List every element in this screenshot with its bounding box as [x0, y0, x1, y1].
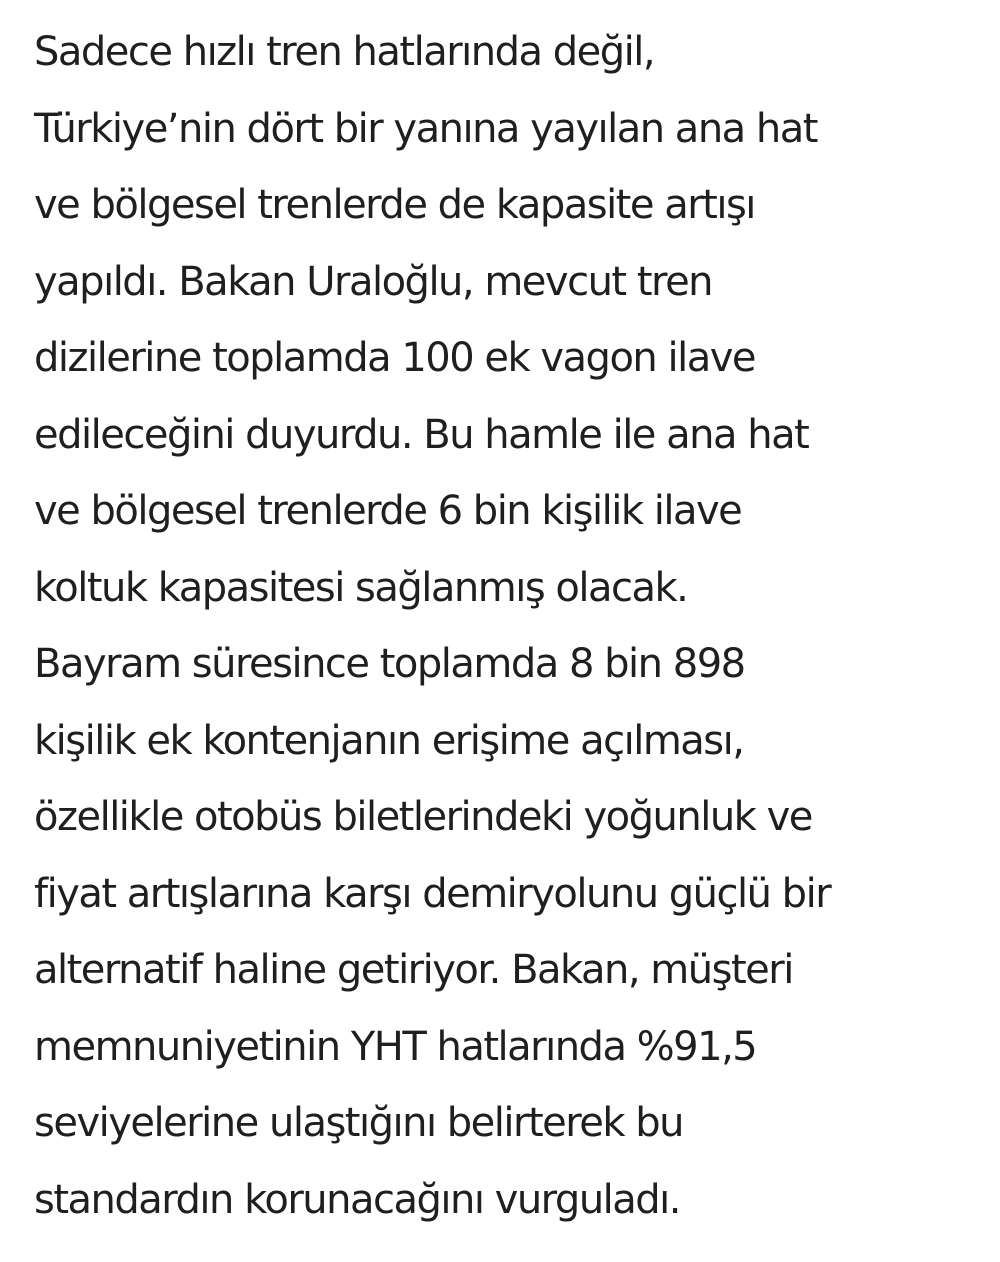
paragraph-line-10: kişilik ek kontenjanın erişime açılması,: [34, 717, 744, 764]
paragraph-line-7: ve bölgesel trenlerde 6 bin kişilik ilave: [34, 488, 742, 534]
paragraph-line-13: alternatif haline getiriyor. Bakan, müşteri: [34, 947, 793, 993]
paragraph-line-5: dizilerine toplamda 100 ek vagon ilave: [34, 335, 756, 381]
paragraph-line-8: koltuk kapasitesi sağlanmış olacak.: [34, 564, 688, 611]
paragraph-line-14: memnuniyetinin YHT hatlarında %91,5: [34, 1023, 757, 1070]
article-paragraph: [34, 14, 994, 1238]
paragraph-line-2: Türkiye’nin dört bir yanına yayılan ana hat: [34, 105, 817, 152]
paragraph-line-6: edileceğini duyurdu. Bu hamle ile ana hat: [34, 411, 809, 458]
paragraph-line-3: ve bölgesel trenlerde de kapasite artışı: [34, 182, 755, 228]
paragraph-line-9: Bayram süresince toplamda 8 bin 898: [34, 641, 745, 687]
paragraph-line-4: yapıldı. Bakan Uraloğlu, mevcut tren: [34, 258, 713, 305]
paragraph-line-12: fiyat artışlarına karşı demiryolunu güçlü bir: [34, 870, 831, 917]
paragraph-line-11: özellikle otobüs biletlerindeki yoğunluk ve: [34, 794, 812, 840]
paragraph-line-16: standardın korunacağını vurguladı.: [34, 1176, 681, 1223]
paragraph-line-15: seviyelerine ulaştığını belirterek bu: [34, 1100, 684, 1146]
paragraph-line-1: Sadece hızlı tren hatlarında değil,: [34, 29, 655, 75]
